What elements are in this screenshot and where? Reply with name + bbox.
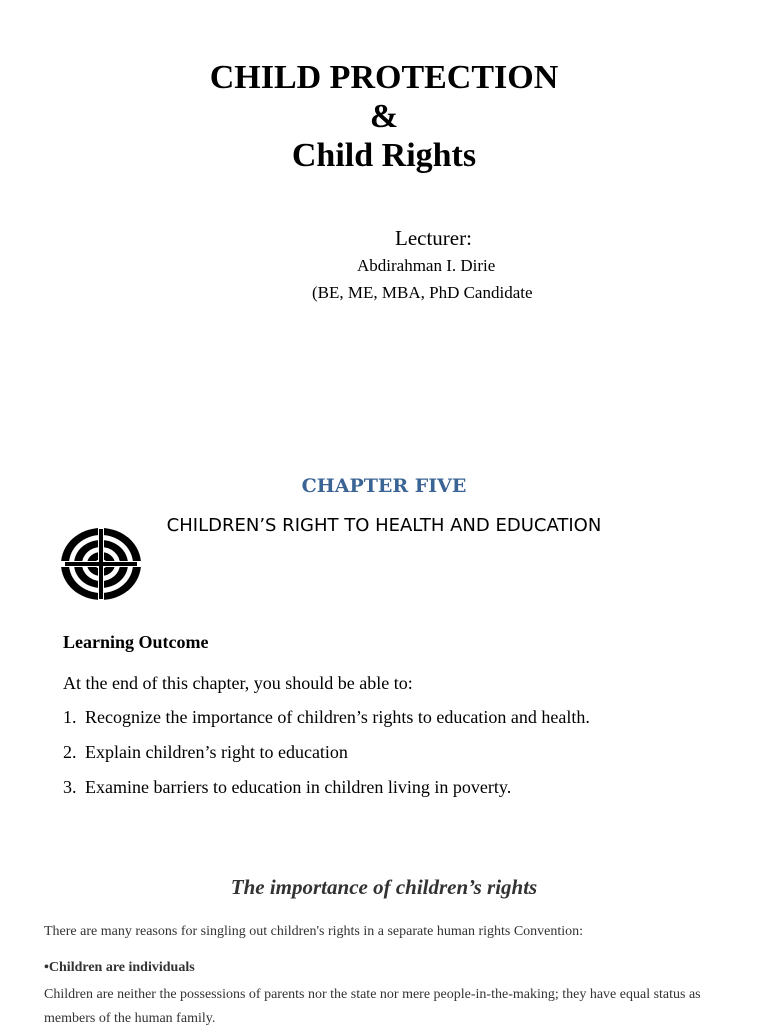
chapter-subtitle: CHILDREN’S RIGHT TO HEALTH AND EDUCATION bbox=[166, 515, 602, 536]
point-title: •Children are individuals bbox=[44, 960, 195, 975]
list-item-number: 2. bbox=[63, 742, 77, 762]
lecturer-label: Lecturer: bbox=[395, 226, 472, 250]
doc-title-line-2: Child Rights bbox=[291, 137, 477, 174]
list-item-text: Examine barriers to education in children living in poverty. bbox=[85, 777, 512, 797]
section-intro: There are many reasons for singling out children's rights in a separate human rights Convention: bbox=[44, 924, 584, 939]
list-item-number: 1. bbox=[63, 707, 77, 727]
list-item-text: Recognize the importance of children’s rights to education and health. bbox=[85, 707, 590, 727]
learning-intro: At the end of this chapter, you should be able to: bbox=[63, 673, 413, 693]
lecturer-credentials: (BE, ME, MBA, PhD Candidate bbox=[312, 283, 533, 302]
list-item bbox=[63, 742, 590, 777]
list-item bbox=[63, 707, 590, 742]
target-icon bbox=[59, 526, 143, 602]
doc-title-line-1: CHILD PROTECTION bbox=[209, 59, 559, 96]
doc-title-ampersand: & bbox=[369, 98, 399, 135]
chapter-label: CHAPTER FIVE bbox=[301, 475, 467, 497]
lecturer-name: Abdirahman I. Dirie bbox=[357, 256, 496, 275]
list-item-number: 3. bbox=[63, 777, 77, 797]
point-text: Children are neither the possessions of parents nor the state nor mere people-in-the-making; they have equal status as members of the human family. bbox=[44, 987, 701, 1026]
learning-outcome-list bbox=[63, 707, 590, 812]
list-item-text: Explain children’s right to education bbox=[85, 742, 348, 762]
section-heading: The importance of children’s rights bbox=[230, 875, 538, 899]
list-item bbox=[63, 777, 590, 812]
learning-outcome-heading: Learning Outcome bbox=[63, 632, 209, 652]
